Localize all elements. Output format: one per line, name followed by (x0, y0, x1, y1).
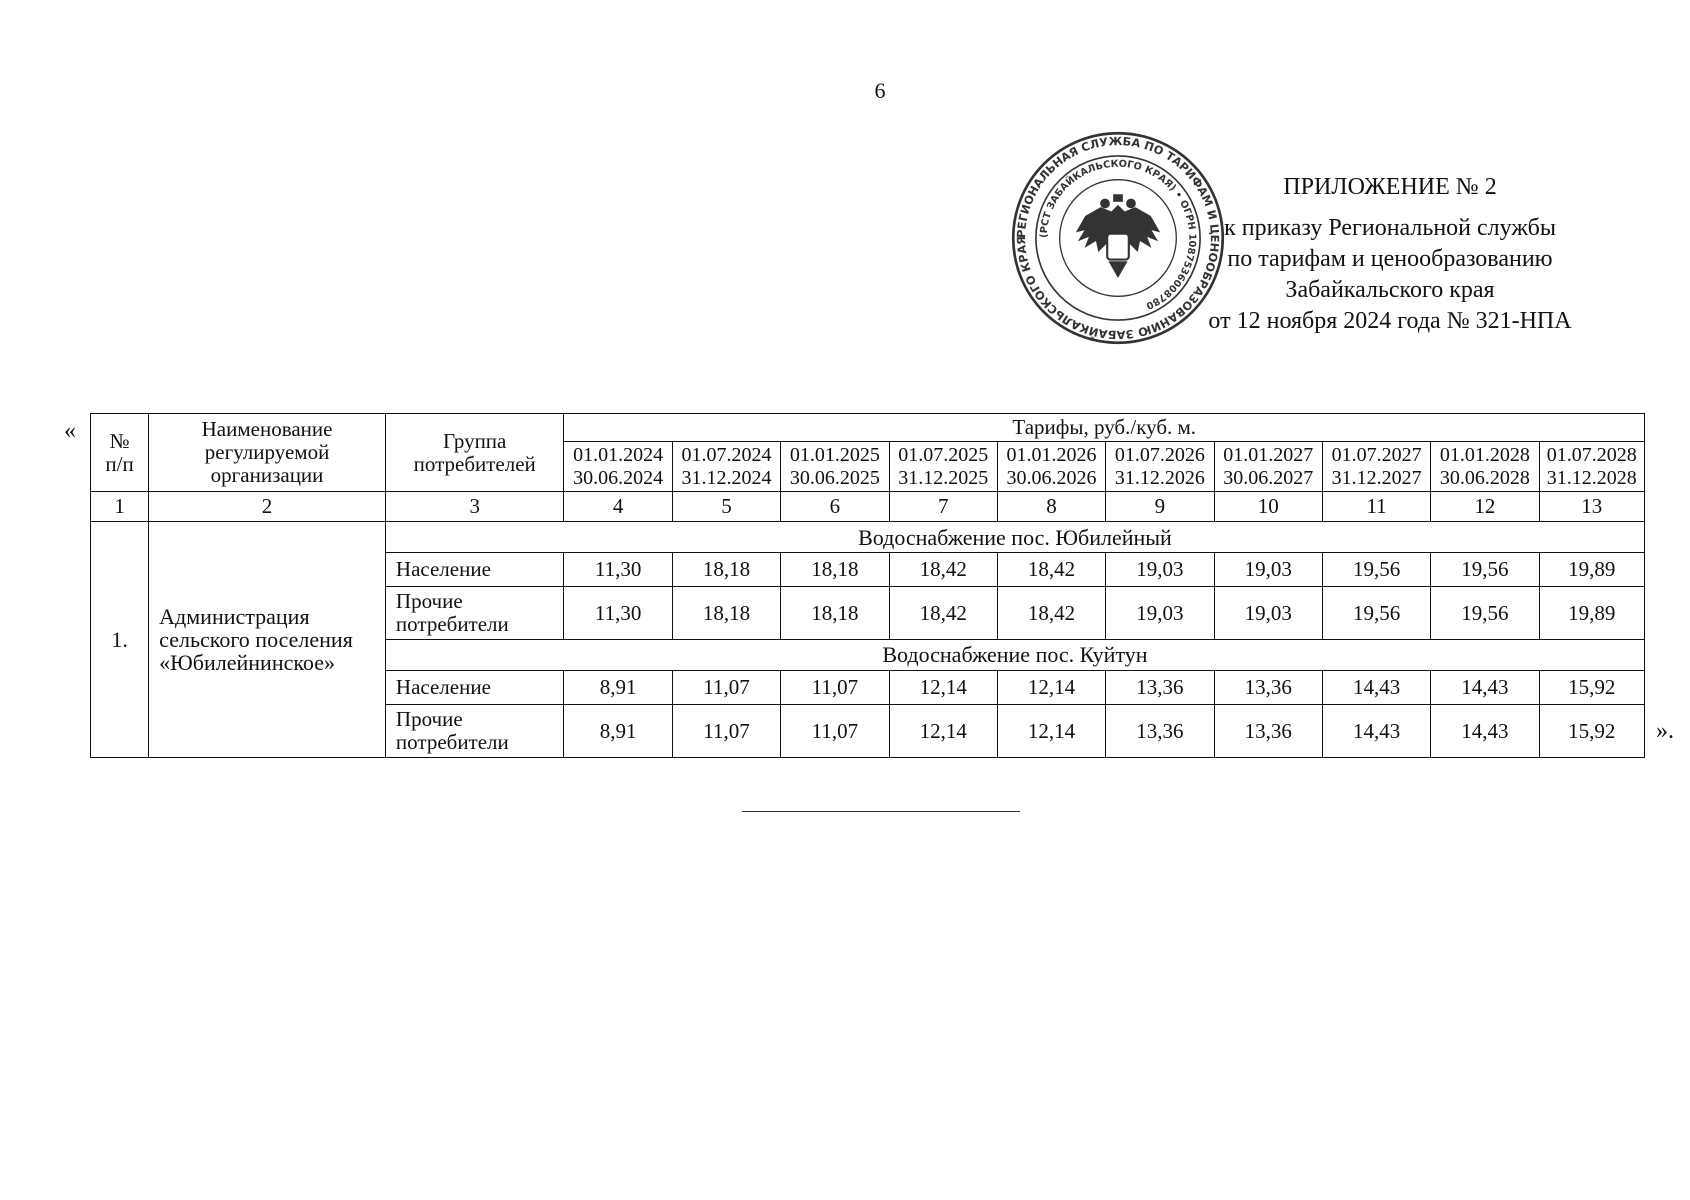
period-to: 30.06.2027 (1223, 466, 1314, 489)
column-number: 10 (1214, 492, 1322, 522)
period-header (997, 442, 1105, 492)
tariff-value: 19,03 (1106, 587, 1214, 640)
column-number: 12 (1431, 492, 1539, 522)
period-to: 31.12.2024 (681, 466, 772, 489)
tariff-value: 19,56 (1322, 587, 1430, 640)
consumer-group-text: Прочие потребители (395, 589, 509, 637)
tariff-value: 18,18 (672, 552, 780, 587)
section-title: Водоснабжение пос. Юбилейный (385, 522, 1644, 552)
column-number: 3 (385, 492, 564, 522)
period-header (1431, 442, 1539, 492)
period-header (889, 442, 997, 492)
column-number: 8 (997, 492, 1105, 522)
period-from: 01.01.2025 (789, 443, 880, 466)
appendix-title: ПРИЛОЖЕНИЕ № 2 (1283, 174, 1497, 200)
column-number: 6 (781, 492, 889, 522)
seal-inner-text: (РСТ ЗАБАЙКАЛЬСКОГО КРАЯ) • ОГРН 1087536008780 (1038, 158, 1198, 312)
tariff-value: 19,56 (1431, 587, 1539, 640)
appendix-block (1180, 172, 1600, 337)
row-number: 1. (91, 522, 149, 758)
period-to: 31.12.2025 (898, 466, 989, 489)
tariff-value: 19,03 (1106, 552, 1214, 587)
tariff-value: 11,07 (781, 670, 889, 705)
period-header (1214, 442, 1322, 492)
header-consumer-group-text: Группа потребителей (413, 428, 536, 476)
consumer-group (385, 705, 564, 758)
period-header (1106, 442, 1214, 492)
period-header (781, 442, 889, 492)
tariff-value: 11,30 (564, 552, 672, 587)
header-tariffs: Тарифы, руб./куб. м. (564, 414, 1645, 442)
tariff-value: 11,07 (672, 670, 780, 705)
column-number: 1 (91, 492, 149, 522)
section-row (91, 522, 1645, 552)
tariff-value: 19,89 (1539, 587, 1644, 640)
bottom-divider (742, 811, 1020, 812)
period-to: 31.12.2026 (1114, 466, 1205, 489)
consumer-group-text: Население (395, 674, 491, 699)
period-to: 30.06.2028 (1439, 466, 1530, 489)
tariff-value: 19,03 (1214, 587, 1322, 640)
tariff-value: 11,07 (781, 705, 889, 758)
tariff-value: 19,56 (1431, 552, 1539, 587)
period-header (672, 442, 780, 492)
period-header (1322, 442, 1430, 492)
opening-quote: « (64, 418, 76, 444)
tariff-value: 14,43 (1431, 670, 1539, 705)
header-num-text: № п/п (105, 428, 134, 476)
period-from: 01.01.2028 (1439, 443, 1530, 466)
column-number-row (91, 492, 1645, 522)
tariff-value: 15,92 (1539, 670, 1644, 705)
tariff-value: 11,07 (672, 705, 780, 758)
period-from: 01.01.2024 (573, 443, 664, 466)
tariff-value: 12,14 (889, 705, 997, 758)
column-number: 7 (889, 492, 997, 522)
page-number: 6 (874, 78, 886, 103)
header-consumer-group (385, 414, 564, 492)
period-to: 30.06.2025 (789, 466, 880, 489)
organization-cell (149, 522, 386, 758)
tariff-value: 18,42 (997, 552, 1105, 587)
tariff-value: 13,36 (1214, 670, 1322, 705)
tariff-value: 12,14 (889, 670, 997, 705)
appendix-line: от 12 ноября 2024 года № 321-НПА (1208, 308, 1572, 334)
period-from: 01.07.2025 (898, 443, 989, 466)
period-from: 01.01.2027 (1223, 443, 1314, 466)
column-number: 2 (149, 492, 386, 522)
tariff-value: 12,14 (997, 705, 1105, 758)
eagle-emblem-icon (1077, 195, 1159, 277)
period-from: 01.07.2027 (1331, 443, 1422, 466)
tariff-value: 19,89 (1539, 552, 1644, 587)
closing-quote: ». (1656, 718, 1674, 744)
section-title: Водоснабжение пос. Куйтун (385, 640, 1644, 670)
tariff-table (90, 413, 1645, 758)
header-organization-text: Наименование регулируемой организации (201, 417, 333, 487)
tariff-value: 14,43 (1322, 705, 1430, 758)
tariff-value: 18,18 (781, 587, 889, 640)
period-to: 30.06.2026 (1006, 466, 1097, 489)
column-number: 4 (564, 492, 672, 522)
tariff-value: 14,43 (1431, 705, 1539, 758)
seal-outer-text: РЕГИОНАЛЬНАЯ СЛУЖБА ПО ТАРИФАМ И ЦЕНООБРАЗОВАНИЮ ЗАБАЙКАЛЬСКОГО КРАЯ (1014, 133, 1222, 342)
column-number: 13 (1539, 492, 1644, 522)
header-organization (149, 414, 386, 492)
tariff-value: 8,91 (564, 670, 672, 705)
column-number: 11 (1322, 492, 1430, 522)
consumer-group-text: Прочие потребители (395, 707, 509, 755)
period-to: 30.06.2024 (573, 466, 664, 489)
consumer-group (385, 587, 564, 640)
appendix-line: по тарифам и ценообразованию (1227, 246, 1553, 272)
tariff-value: 15,92 (1539, 705, 1644, 758)
tariff-value: 12,14 (997, 670, 1105, 705)
period-header (564, 442, 672, 492)
tariff-value: 18,18 (672, 587, 780, 640)
period-from: 01.07.2024 (681, 443, 772, 466)
tariff-value: 11,30 (564, 587, 672, 640)
organization-name: Администрация сельского поселения «Юбилейнинское» (159, 604, 353, 676)
tariff-value: 14,43 (1322, 670, 1430, 705)
header-num (91, 414, 149, 492)
tariff-value: 18,18 (781, 552, 889, 587)
tariff-value: 18,42 (889, 587, 997, 640)
period-header (1539, 442, 1644, 492)
tariff-value: 13,36 (1214, 705, 1322, 758)
consumer-group (385, 670, 564, 705)
period-to: 31.12.2028 (1546, 466, 1637, 489)
tariff-value: 8,91 (564, 705, 672, 758)
tariff-value: 13,36 (1106, 670, 1214, 705)
period-to: 31.12.2027 (1331, 466, 1422, 489)
period-from: 01.07.2026 (1114, 443, 1205, 466)
tariff-value: 18,42 (997, 587, 1105, 640)
column-number: 5 (672, 492, 780, 522)
tariff-value: 13,36 (1106, 705, 1214, 758)
period-from: 01.07.2028 (1546, 443, 1637, 466)
column-number: 9 (1106, 492, 1214, 522)
period-from: 01.01.2026 (1006, 443, 1097, 466)
appendix-line: Забайкальского края (1285, 277, 1495, 303)
tariff-value: 18,42 (889, 552, 997, 587)
tariff-value: 19,03 (1214, 552, 1322, 587)
consumer-group-text: Население (395, 557, 491, 582)
appendix-line: к приказу Региональной службы (1224, 215, 1556, 241)
tariff-value: 19,56 (1322, 552, 1430, 587)
consumer-group (385, 552, 564, 587)
